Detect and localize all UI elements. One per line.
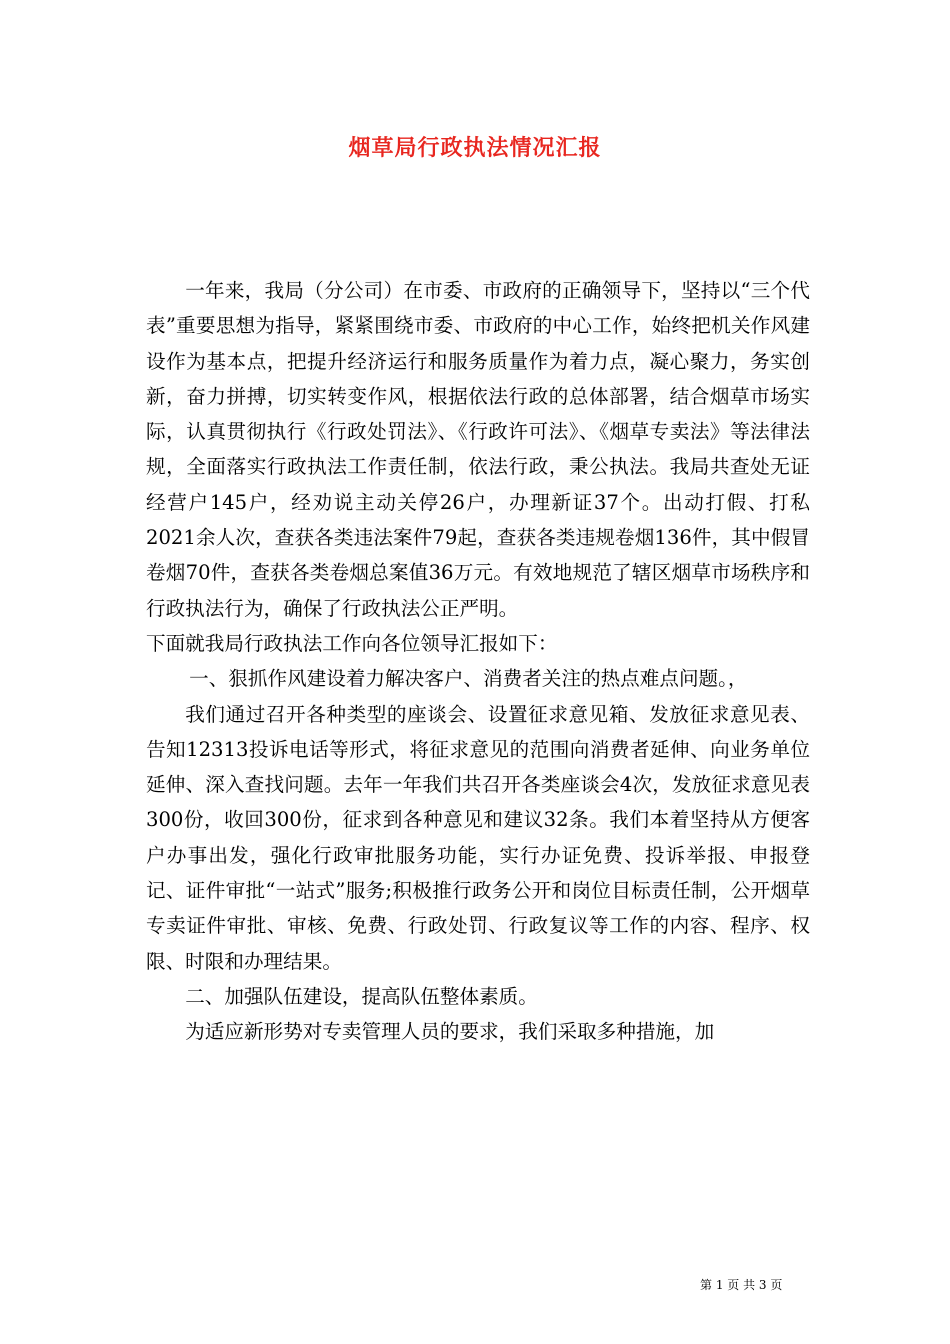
paragraph-report-lead: 下面就我局行政执法工作向各位领导汇报如下： [146, 631, 558, 655]
paragraph-section-2: 为适应新形势对专卖管理人员的要求，我们采取多种措施，加 [185, 1020, 715, 1044]
paragraph-intro: 一年来，我局（分公司）在市委、市政府的正确领导下，坚持以“三个代表”重要思想为指导，紧紧围绕市委、市政府的中心工作，始终把机关作风建设作为基本点，把提升经济运行和服务质量作为着力点，凝心聚力，务实创新，奋力拼搏，切实转变作风，根据依法行政的总体部署，结合烟草市场实际，认真贯彻执行《行政处罚法》、《行政许可法》、《烟草专卖法》等法律法规，全面落实行政执法工作责任制，依法行政，秉公执法。我局共查处无证经营户145户，经劝说主动关停26户，办理新证37个。出动打假、打私2021余人次，查获各类违法案件79起，查获各类违规卷烟136件，其中假冒卷烟70件，查获各类卷烟总案值36万元。有效地规范了辖区烟草市场秩序和行政执法行为，确保了行政执法公正严明。 [146, 279, 810, 620]
section-heading-1: 一、狠抓作风建设着力解决客户、消费者关注的热点难点问题。， [189, 667, 748, 691]
paragraph-section-1: 我们通过召开各种类型的座谈会、设置征求意见箱、发放征求意见表、告知12313投诉电话等形式，将征求意见的范围向消费者延伸、向业务单位延伸、深入查找问题。去年一年我们共召开各类座谈会4次，发放征求意见表300份，收回300份，征求到各种意见和建议32条。我们本着坚持从方便客户办事出发，强化行政审批服务功能，实行办证免费、投诉举报、申报登记、证件审批“一站式”服务;积极推行政务公开和岗位目标责任制，公开烟草专卖证件审批、审核、免费、行政处罚、行政复议等工作的内容、程序、权限、时限和办理结果。 [146, 702, 810, 973]
page-number-footer: 第 1 页 共 3 页 [700, 1278, 783, 1292]
document-body [146, 273, 810, 1050]
section-heading-2: 二、加强队伍建设，提高队伍整体素质。 [185, 984, 538, 1008]
document-title: 烟草局行政执法情况汇报 [348, 135, 602, 161]
